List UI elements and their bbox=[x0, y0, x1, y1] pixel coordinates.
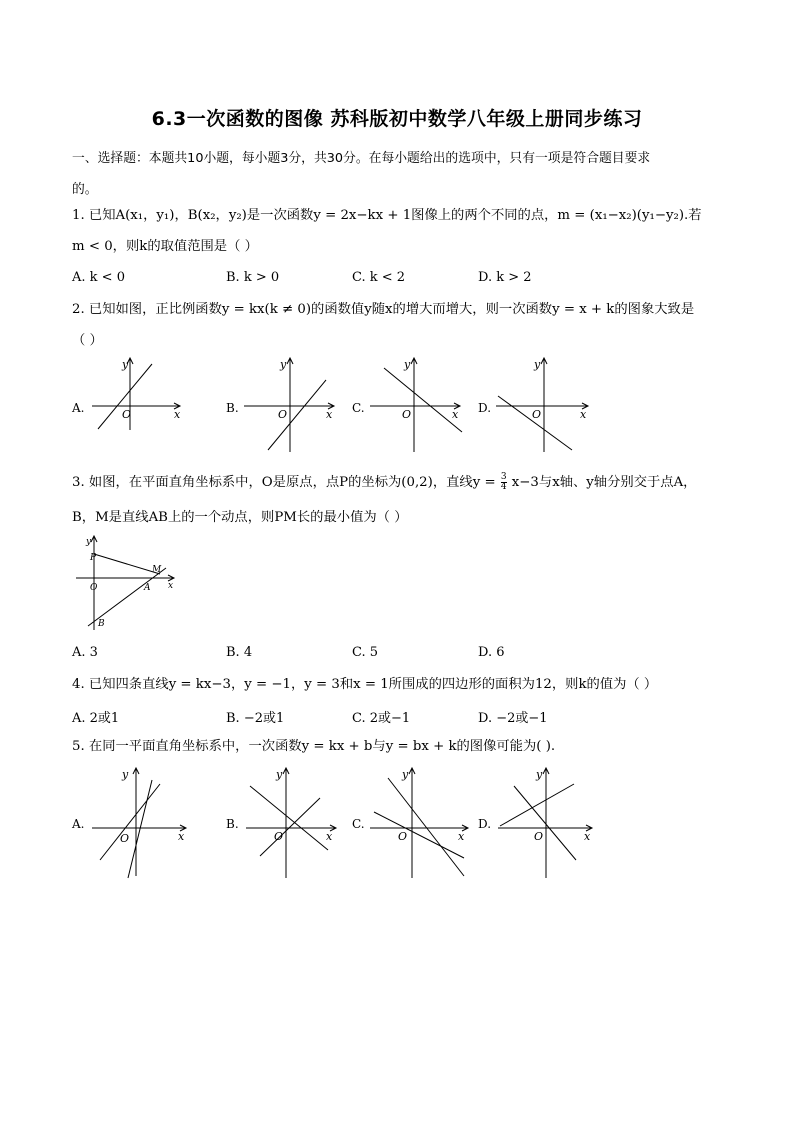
graph-line-1 bbox=[100, 784, 160, 860]
y-axis-label: y bbox=[534, 358, 541, 371]
q4-option-a: A. 2或1 bbox=[72, 711, 120, 726]
y-axis-label: y bbox=[86, 537, 92, 547]
q2-graph-d bbox=[492, 354, 592, 454]
q1-option-a: A. k < 0 bbox=[72, 270, 125, 285]
q5-option-a-label: A. bbox=[72, 817, 85, 831]
origin-label: O bbox=[274, 830, 284, 843]
x-axis-label: x bbox=[458, 830, 465, 843]
graph-line bbox=[498, 396, 572, 450]
q1-stem-line1: 1. 已知A(x₁，y₁)，B(x₂，y₂)是一次函数y = 2x−kx + 1图像上的两个不同的点，m = (x₁−x₂)(y₁−y₂).若 bbox=[72, 208, 702, 223]
q3-stem-part1: 3. 如图，在平面直角坐标系中，O是原点，点P的坐标为(0,2)，直线y = bbox=[72, 475, 496, 490]
graph-line-2 bbox=[128, 780, 152, 878]
graph-line bbox=[384, 368, 462, 432]
graph-line-2 bbox=[374, 812, 464, 858]
q2-graph-b bbox=[240, 354, 340, 454]
origin-label: O bbox=[122, 408, 132, 421]
q2-option-b-label: B. bbox=[226, 401, 239, 415]
section-heading-line1: 一、选择题：本题共10小题，每小题3分，共30分。在每小题给出的选项中，只有一项是符合题目要求 bbox=[72, 151, 651, 166]
origin-label: O bbox=[90, 583, 98, 593]
q2-graph-a bbox=[86, 354, 186, 432]
fraction-numerator: 3 bbox=[500, 472, 507, 482]
q3-stem-part2: x−3与x轴、y轴分别交于点A， bbox=[511, 475, 697, 490]
q1-option-d: D. k > 2 bbox=[478, 270, 532, 285]
point-m-label: M bbox=[152, 565, 162, 575]
fraction-denominator: 4 bbox=[500, 482, 507, 492]
x-axis-label: x bbox=[326, 830, 333, 843]
graph-line bbox=[268, 380, 326, 450]
x-axis-label: x bbox=[326, 408, 333, 421]
q3-option-a: A. 3 bbox=[72, 645, 98, 660]
origin-label: O bbox=[120, 832, 130, 845]
q4-option-b: B. −2或1 bbox=[226, 711, 285, 726]
q3-option-c: C. 5 bbox=[352, 645, 379, 660]
q2-option-d-label: D. bbox=[478, 401, 492, 415]
q5-option-d-label: D. bbox=[478, 817, 492, 831]
q1-option-c: C. k < 2 bbox=[352, 270, 406, 285]
q5-stem-line1: 5. 在同一平面直角坐标系中，一次函数y = kx + b与y = bx + k的图像可能为( ). bbox=[72, 739, 556, 754]
y-axis-label: y bbox=[276, 768, 283, 781]
q3-option-b: B. 4 bbox=[226, 645, 253, 660]
q4-option-d: D. −2或−1 bbox=[478, 711, 548, 726]
q3-figure bbox=[74, 534, 178, 632]
q5-graph-b bbox=[240, 764, 344, 880]
q3-stem-line1 bbox=[72, 473, 696, 492]
graph-line-2 bbox=[514, 786, 576, 860]
graph-line-2 bbox=[260, 798, 320, 856]
y-axis-label: y bbox=[280, 358, 287, 371]
q2-graph-c bbox=[366, 354, 466, 454]
q3-option-d: D. 6 bbox=[478, 645, 505, 660]
origin-label: O bbox=[278, 408, 288, 421]
y-axis-label: y bbox=[122, 358, 129, 371]
q4-stem-line1: 4. 已知四条直线y = kx−3，y = −1，y = 3和x = 1所围成的四边形的面积为12，则k的值为（ ） bbox=[72, 677, 658, 692]
q2-option-c-label: C. bbox=[352, 401, 365, 415]
line-ab bbox=[88, 568, 166, 626]
q5-graph-d bbox=[492, 764, 596, 880]
q5-option-c-label: C. bbox=[352, 817, 365, 831]
y-axis-label: y bbox=[536, 768, 543, 781]
origin-label: O bbox=[402, 408, 412, 421]
graph-line-1 bbox=[500, 784, 574, 826]
q3-stem-line2: B，M是直线AB上的一个动点，则PM长的最小值为（ ） bbox=[72, 510, 408, 525]
q2-stem-line2: （ ） bbox=[72, 333, 103, 348]
point-p-label: P bbox=[90, 553, 97, 563]
page-title: 6.3一次函数的图像 苏科版初中数学八年级上册同步练习 bbox=[151, 108, 643, 130]
section-heading-line2: 的。 bbox=[72, 182, 98, 197]
origin-label: O bbox=[534, 830, 544, 843]
q5-graph-a bbox=[86, 764, 190, 880]
x-axis-label: x bbox=[168, 581, 174, 591]
q5-option-b-label: B. bbox=[226, 817, 239, 831]
x-axis-label: x bbox=[584, 830, 591, 843]
x-axis-label: x bbox=[178, 830, 185, 843]
q5-graph-c bbox=[366, 764, 470, 880]
segment-pm bbox=[94, 554, 160, 574]
y-axis-label: y bbox=[122, 768, 129, 781]
q2-stem-line1: 2. 已知如图，正比例函数y = kx(k ≠ 0)的函数值y随x的增大而增大，则一次函数y = x + k的图象大致是 bbox=[72, 302, 695, 317]
origin-label: O bbox=[532, 408, 542, 421]
q4-option-c: C. 2或−1 bbox=[352, 711, 411, 726]
point-a-label: A bbox=[144, 583, 151, 593]
fraction-three-quarters bbox=[501, 473, 507, 492]
origin-label: O bbox=[398, 830, 408, 843]
graph-line-1 bbox=[250, 786, 328, 850]
y-axis-label: y bbox=[402, 768, 409, 781]
graph-line-1 bbox=[388, 778, 464, 876]
x-axis-label: x bbox=[452, 408, 459, 421]
y-axis-label: y bbox=[404, 358, 411, 371]
x-axis-label: x bbox=[174, 408, 181, 421]
q2-option-a-label: A. bbox=[72, 401, 85, 415]
q1-option-b: B. k > 0 bbox=[226, 270, 280, 285]
q1-stem-line2: m < 0，则k的取值范围是（ ） bbox=[72, 239, 258, 254]
x-axis-label: x bbox=[580, 408, 587, 421]
point-b-label: B bbox=[98, 619, 105, 629]
